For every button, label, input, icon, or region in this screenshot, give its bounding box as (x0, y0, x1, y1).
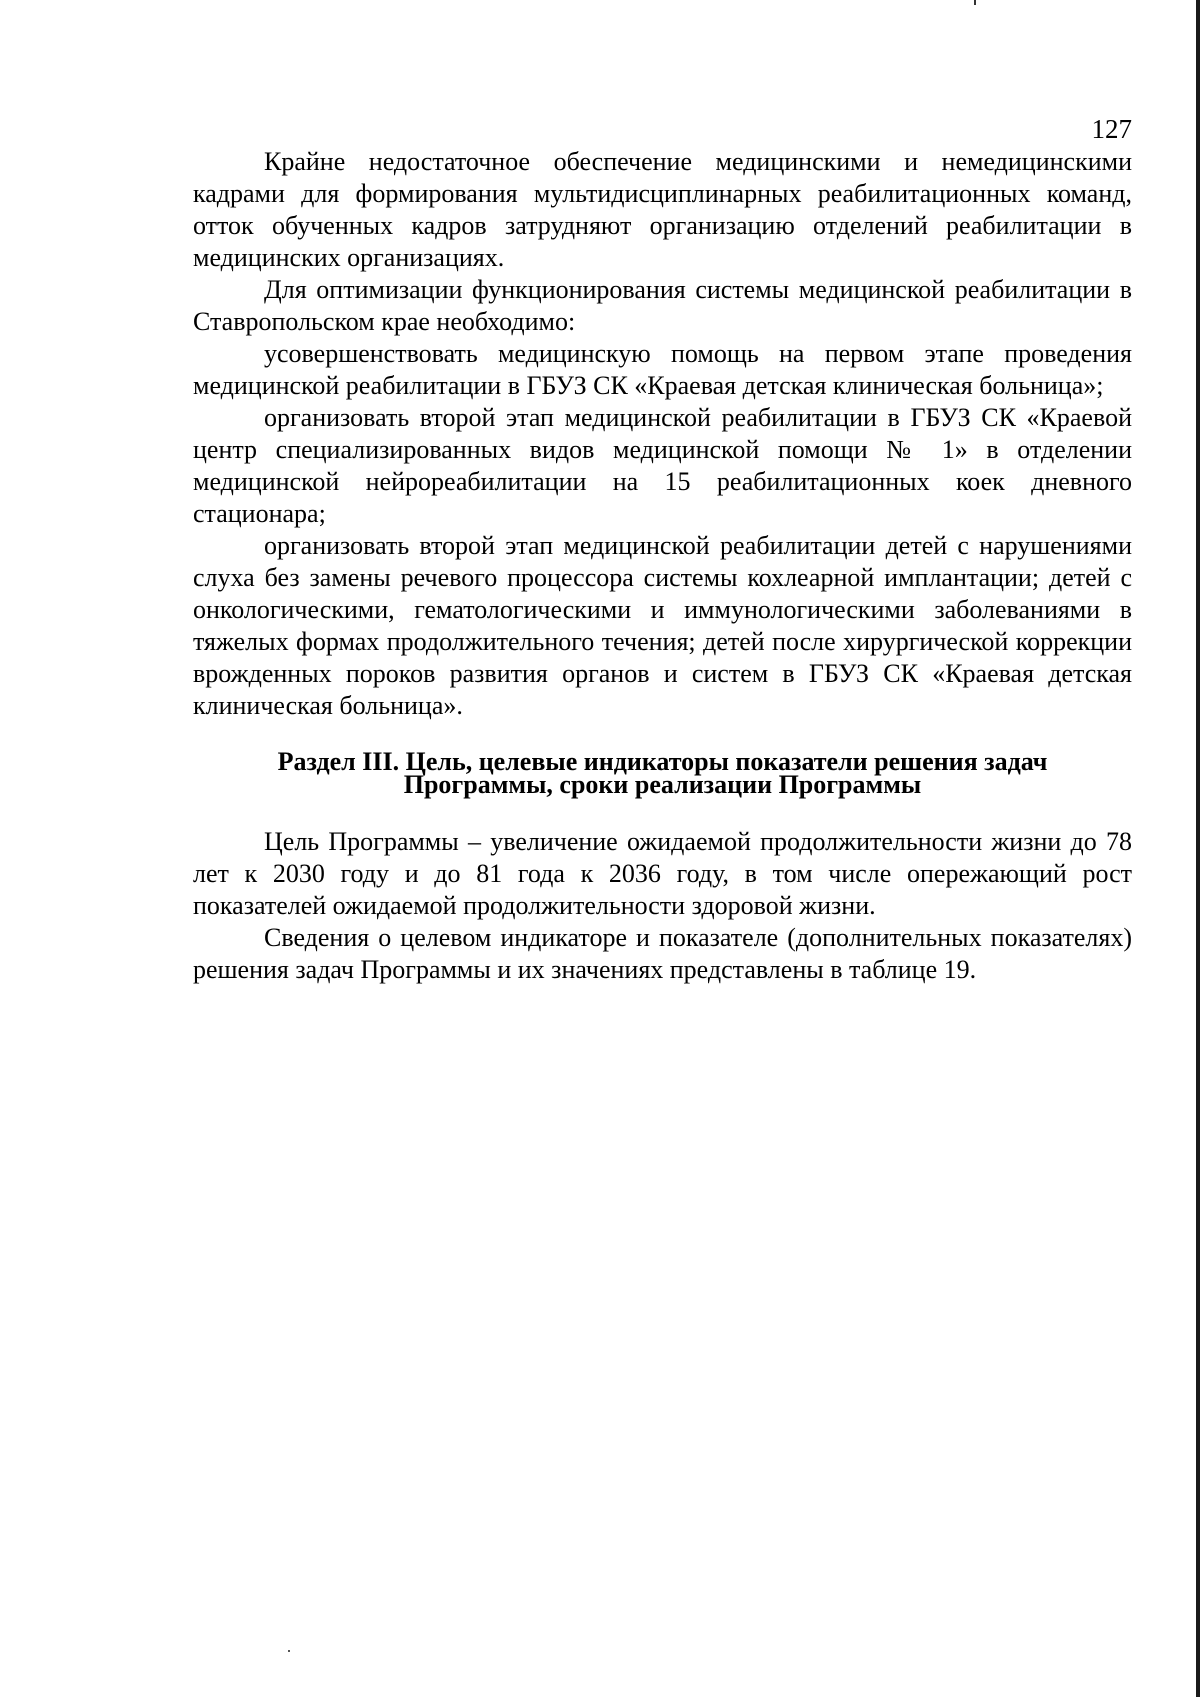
paragraph-staff-shortage: Крайне недостаточное обеспечение медицинскими и немедицинскими кадрами для формирования мультидисциплинарных реабилитационных команд, отток обученных кадров затрудняют организацию отделений реабилитации в медицинских организациях. (193, 147, 1132, 272)
page-number: 127 (1091, 114, 1132, 144)
paragraph-optimization-intro: Для оптимизации функционирования системы медицинской реабилитации в Ставропольском крае необходимо: (193, 275, 1132, 336)
paragraph-indicators-reference: Сведения о целевом индикаторе и показателе (дополнительных показателях) решения задач Программы и их значениях представлены в таблице 19. (193, 923, 1132, 984)
heading-spacer (193, 796, 1132, 826)
scan-dust-mark (288, 1650, 290, 1652)
paragraph-second-stage-children: организовать второй этап медицинской реабилитации детей с нарушениями слуха без замены речевого процессора системы кохлеарной имплантации; детей с онкологическими, гематологическими и иммунологическими заболеваниями в тяжелых формах продолжительного течения; детей после хирургической коррекции врожденных пороков развития органов и систем в ГБУЗ СК «Краевая детская клиническая больница». (193, 531, 1132, 720)
scan-top-mark (974, 0, 976, 5)
scan-page-edge (1196, 0, 1200, 1697)
paragraph-program-goal: Цель Программы – увеличение ожидаемой продолжительности жизни до 78 лет к 2030 году и до 81 года к 2036 году, в том числе опережающий рост показателей ожидаемой продолжительности здоровой жизни. (193, 827, 1132, 920)
document-body (193, 146, 1132, 986)
paragraph-first-stage: усовершенствовать медицинскую помощь на первом этапе проведения медицинской реабилитации в ГБУЗ СК «Краевая детская клиническая больница»; (193, 339, 1132, 400)
paragraph-second-stage-center: организовать второй этап медицинской реабилитации в ГБУЗ СК «Краевой центр специализированных видов медицинской помощи № 1» в отделении медицинской нейрореабилитации на 15 реабилитационных коек дневного стационара; (193, 403, 1132, 528)
section-heading: Раздел III. Цель, целевые индикаторы показатели решения задач Программы, сроки реализации Программы (277, 747, 1048, 799)
